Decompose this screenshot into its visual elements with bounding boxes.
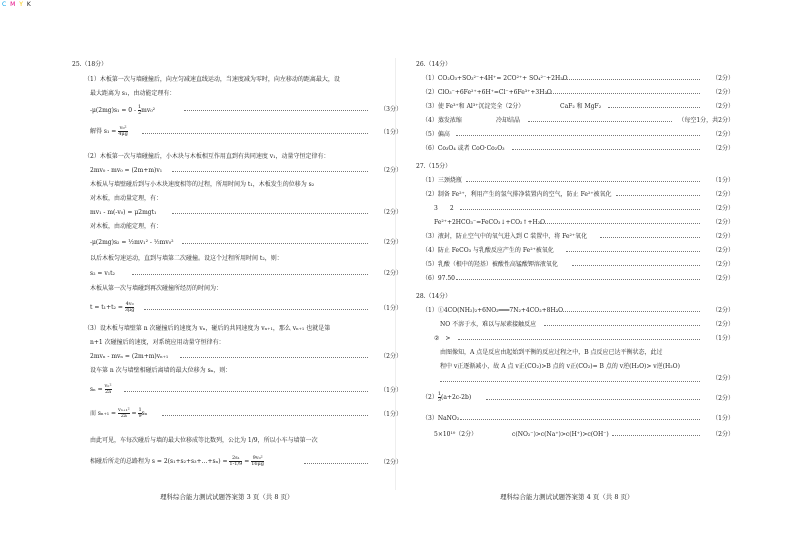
q27-5-points: （2分）: [712, 261, 734, 268]
q27-1: （1）三颈烧瓶: [422, 177, 462, 184]
q28-3-points: （1分）: [712, 415, 734, 422]
q25-eq2-num: v₀²: [119, 125, 127, 131]
q25-part3-text4: 由此可见，车每次碰后与墙的最大位移成等比数列，公比为 1/9，所以小车与墙第一次: [90, 437, 318, 444]
q28-1e: 程中 v正逐渐减小，故 A 点 v正(CO₂)>B 点的 v正(CO₂)= B 点的 v逆(H₂O)> v逆(H₂O): [440, 363, 680, 370]
q27-6: （6）97.50: [422, 275, 455, 282]
cmyk-letter-y: Y: [19, 1, 24, 8]
q25-part3-eq2-den: 2a: [104, 389, 112, 395]
q28-2-num: 1: [437, 391, 442, 397]
q27-5: （5）乳酸（根中的羟基）被酸性高锰酸钾溶液氧化: [422, 261, 558, 268]
q25-eq2-den: 4μg: [118, 131, 128, 137]
q27-2c: Fe²⁺+2HCO₃⁻=FeCO₃↓+CO₂↑+H₂O: [434, 219, 546, 226]
q25-part3-sum-den: 1-1/9: [229, 461, 243, 467]
q28-1: （1）①4CO(NH₂)₂+6NO₂═══7N₂+4CO₂+8H₂O: [422, 307, 564, 314]
cmyk-letter-c: C: [2, 1, 8, 8]
q27-2c-points: （2分）: [712, 219, 734, 226]
q25-part3-eq2-points: （1分）: [380, 387, 402, 394]
q25-part3-eq3-den: 2a: [120, 413, 127, 419]
q28-1-points: （2分）: [712, 307, 734, 314]
q26-5-points: （2分）: [712, 131, 734, 138]
q25-part3-sum-equals: =: [242, 458, 252, 465]
q27-6-points: （2分）: [712, 275, 734, 282]
q25-part2-eq2: mv₁ - m(-v₀) = μ2mgt₁: [90, 209, 157, 216]
q26-6-points: （2分）: [712, 145, 734, 152]
q25-part3-eq2-num: vₙ²: [104, 383, 112, 389]
q25-part2-eq3: -μ(2mg)s₂ = ½mv₁² - ½mv₀²: [90, 239, 174, 246]
q25-part1-intro2: 最大距离为 s₁，由动能定理有：: [90, 90, 176, 97]
q25-part2-eq4: s₂ = v₁t₂: [90, 270, 115, 277]
q28-header: 28.（14分）: [416, 293, 452, 300]
q25-part2-eq5: t = t₁+t₂ =: [90, 304, 125, 311]
q28-3b: 5×10¹⁰（2分）: [434, 431, 478, 438]
q25-part2-eq3-points: （2分）: [380, 239, 402, 246]
q28-3: （3）NaNO₂: [422, 415, 460, 422]
q25-part2-eq5-num: 4v₀: [125, 301, 134, 307]
q26-2: （2）ClO₃⁻+6Fe²⁺+6H⁺=Cl⁻+6Fe³⁺+3H₂O: [422, 89, 552, 96]
q25-part3-sum-num2: 9v₀²: [252, 455, 263, 461]
q25-part3-sum-num: 2s₁: [229, 456, 242, 462]
q26-5: （5）偏高: [422, 131, 450, 138]
q25-part2-eq1-points: （2分）: [380, 167, 402, 174]
q28-1b: NO 不溶于水，难以与尿素接触反应: [440, 321, 537, 328]
page-4-footer: 理科综合能力测试试题答案第 4 页（共 8 页）: [500, 493, 634, 501]
q25-part2-text2: 对木板，由动量定理，有：: [90, 195, 163, 202]
q27-1-points: （1分）: [712, 177, 734, 184]
q25-part3-text2: 设车第 n 次与墙壁相碰后离墙的最大位移为 sₙ，则：: [90, 367, 232, 374]
cmyk-letter-k: K: [26, 1, 32, 8]
q25-part2-text4: 以后木板匀速运动，直到与墙第二次碰撞。设这个过程所用时间 t₂，则：: [90, 255, 283, 262]
q25-part2-intro: （2）木板第一次与墙碰撞后，小木块与木板相互作用直到有共同速度 v₁，动量守恒定律有：: [84, 153, 330, 160]
q25-part3-sum-den2: 16μg: [251, 461, 264, 467]
q28-3c: c(NO₂⁻)>c(Na⁺)>c(H⁺)>c(OH⁻): [512, 431, 609, 438]
q27-3: （3）液封，防止空气中的氧气进入到 C 装置中，将 Fe²⁺氧化: [422, 233, 588, 240]
q27-header: 27.（15分）: [416, 163, 452, 170]
q26-header: 26.（14分）: [416, 61, 452, 68]
q27-4-points: （2分）: [712, 247, 734, 254]
q25-part1-intro: （1）木板第一次与墙碰撞后，向左匀减速直线运动，当速度减为零时，向左移动的距离最大，设: [84, 76, 340, 83]
q25-eq2-points: （1分）: [380, 129, 402, 136]
q27-4: （4）防止 FeCO₃ 与乳酸反应产生的 Fe²⁺被氧化: [422, 247, 554, 254]
q25-part2-eq5-points: （1分）: [380, 305, 402, 312]
q25-part3-eq3-den2: 9: [138, 413, 142, 419]
q25-header: 25.（18分）: [72, 61, 108, 68]
q25-part2-eq5-den: 3μg: [124, 307, 135, 313]
q28-1d: 由图像知，A 点是反应由起始到平衡的反应过程之中，B 点反应已达平衡状态，此过: [440, 349, 663, 356]
q25-part3-eq3-tail: sₙ: [141, 410, 148, 417]
q26-1-points: （2分）: [712, 75, 734, 82]
q25-part2-text3: 对木板，由动能定理，有：: [90, 223, 163, 230]
q26-1: （1）CO₂O₃+SO₃²⁻+4H⁺= 2CO²⁺+ SO₄²⁻+2H₂O: [422, 75, 568, 82]
q25-eq1-points: （3分）: [380, 106, 402, 113]
q26-4-points: （每空1分，共2分）: [678, 117, 734, 124]
cmyk-letter-m: M: [10, 1, 17, 8]
q25-part2-eq2-points: （2分）: [380, 209, 402, 216]
q26-2-points: （2分）: [712, 89, 734, 96]
q25-eq1: -μ(2mg)s₁ = 0 -: [90, 107, 138, 114]
q28-3c-points: （2分）: [712, 431, 734, 438]
q25-part3-text5: 相碰后所走的总路程为 s = 2(s₁+s₂+s₃+…+sₙ) =: [90, 458, 230, 465]
q28-1e-points: （2分）: [712, 375, 734, 382]
cmyk-registration-mark: [2, 1, 32, 8]
q25-part2-eq1: 2mv₀ - mv₀ = (2m+m)v₁: [90, 167, 163, 174]
q25-part3-eq1: 2mvₙ - mvₙ = (2m+m)vₙ₊₁: [90, 353, 169, 360]
q28-1c: ② >: [434, 335, 451, 342]
q27-2b: 3 2: [434, 205, 454, 212]
q25-part3-eq3: 而 sₙ₊₁ =: [90, 410, 118, 417]
q25-part3-intro: （3）设木板与墙壁第 n 次碰撞后的速度为 vₙ，碰后的共同速度为 vₙ₊₁，那么 vₙ₊₁ 也就是第: [84, 325, 331, 332]
q25-part2-text5: 木板从第一次与墙碰到再次碰撞所经历的时间为：: [90, 285, 223, 292]
q25-eq2: 解得 s₁ =: [90, 128, 119, 135]
q25-part3-eq2: sₙ =: [90, 386, 105, 393]
q25-part2-text1: 木板从与墙壁碰后到与小木块速度相等的过程，所用时间为 t₁，木板发生的位移为 s₂: [90, 181, 315, 188]
q26-4: （4）蒸发浓缩: [422, 117, 462, 124]
q26-6: （6）Co₃O₄ 或者 CoO·Co₂O₃: [422, 145, 505, 152]
q25-part3-intro2: n+1 次碰撞后的速度，对系统应用动量守恒律有：: [90, 339, 225, 346]
q28-2-points: （2分）: [712, 395, 734, 402]
q25-part3-eq3-equals: =: [129, 410, 139, 417]
q27-3-points: （2分）: [712, 233, 734, 240]
q28-2-expr: (a+2c-2b): [441, 394, 472, 401]
q28-1b-points: （2分）: [712, 321, 734, 328]
q25-part3-eq3-num: vₙ₊₁²: [118, 407, 130, 413]
q25-part3-eq1-points: （2分）: [380, 353, 402, 360]
q26-3b: CaF₂ 和 MgF₂: [560, 103, 602, 110]
q27-2: （2）制备 Fe²⁺，利用产生的氢气排净装置内的空气，防止 Fe²⁺被氧化: [422, 191, 612, 198]
q25-part3-eq3-num2: 1: [138, 407, 142, 413]
q25-part3-sum-points: （2分）: [380, 459, 402, 466]
q28-2-den: 3: [437, 397, 442, 403]
q27-2b-points: （2分）: [712, 205, 734, 212]
q26-4b: 冷却结晶: [496, 117, 521, 124]
q26-3-points: （2分）: [712, 103, 734, 110]
q25-part2-eq4-points: （2分）: [380, 270, 402, 277]
page-3-footer: 理科综合能力测试试题答案第 3 页（共 8 页）: [160, 493, 294, 501]
q25-part3-eq3-points: （1分）: [380, 411, 402, 418]
q28-2: （2）: [422, 394, 438, 401]
q25-eq1-tail: mv₀²: [141, 107, 156, 114]
q27-2-points: （2分）: [712, 191, 734, 198]
q28-1c-points: （1分）: [712, 335, 734, 342]
q26-3: （3）使 Fe³⁺和 Al³⁺沉淀完全（2分）: [422, 103, 525, 110]
